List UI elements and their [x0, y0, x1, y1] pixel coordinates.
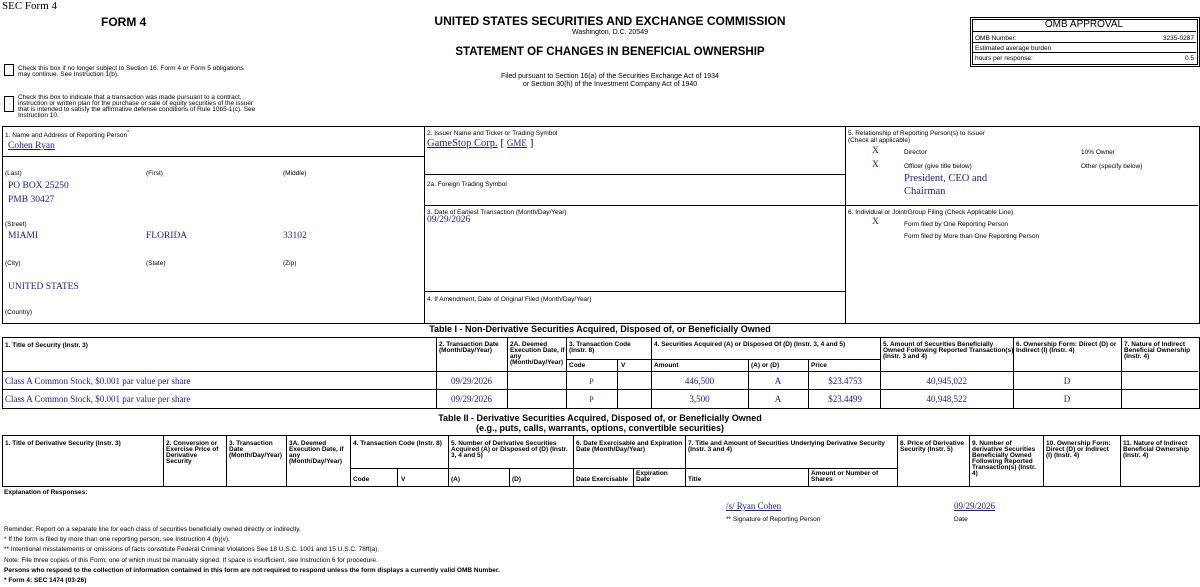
t1-r2-title: Class A Common Stock, $0.001 par value per share: [5, 394, 191, 404]
country-value: UNITED STATES: [8, 282, 79, 292]
omb-burden-value: 0.5: [1184, 55, 1194, 62]
officer-mark[interactable]: X: [872, 160, 879, 170]
no-longer-subject-checkbox[interactable]: [4, 64, 14, 76]
zip-label: (Zip): [283, 260, 297, 267]
t2-h3-1: 3. Transaction: [229, 440, 273, 447]
omb-burden-label-1: Estimated average burden: [975, 45, 1052, 52]
agency-city: Washington, D.C. 20549: [571, 29, 648, 36]
t2-h1: 1. Title of Derivative Security (Instr. 3): [5, 440, 121, 447]
signature-date-label: Date: [954, 516, 968, 523]
t2-h8-1: 8. Price of Derivative: [900, 440, 964, 447]
t1-sub-v: V: [621, 362, 626, 369]
t1-r2-owned: 40,948,522: [926, 394, 967, 404]
officer-title-1: President, CEO and: [904, 173, 988, 184]
t2-sub-amt-2: Shares: [811, 476, 833, 483]
t1-r1-aord: A: [774, 376, 782, 386]
box1-label: 1. Name and Address of Reporting Person*: [5, 130, 130, 140]
t2-h11-2: Beneficial Ownership: [1123, 446, 1190, 453]
table1-title: Table I - Non-Derivative Securities Acquired, Disposed of, or Beneficially Owned: [429, 324, 771, 334]
form-title: FORM 4: [101, 15, 147, 29]
agency-title: UNITED STATES SECURITIES AND EXCHANGE COMMISSION: [434, 14, 786, 28]
last-label: (Last): [5, 170, 22, 177]
t2-h9-3: Beneficially Owned: [972, 452, 1032, 459]
officer-label: Officer (give title below): [904, 163, 972, 170]
t1-h2-2: (Month/Day/Year): [439, 347, 493, 354]
t2-h6-2: Date (Month/Day/Year): [576, 446, 645, 453]
issuer-ticker: [427, 137, 533, 149]
footer-reminder: Reminder: Report on a separate line for each class of securities beneficially owned directly or indirectly.: [4, 526, 301, 533]
ticker-symbol[interactable]: GME: [506, 138, 527, 148]
filed-pursuant-2: or Section 30(h) of the Investment Company Act of 1940: [522, 81, 698, 88]
t1-h6-2: Indirect (I) (Instr. 4): [1016, 347, 1075, 354]
city-value: MIAMI: [8, 231, 39, 241]
t1-h7-3: (Instr. 4): [1124, 353, 1150, 360]
t1-h7-2: Beneficial Ownership: [1124, 347, 1191, 354]
first-label: (First): [146, 170, 163, 177]
t2-h5-3: 3, 4 and 5): [451, 452, 483, 459]
t1-h5-1: 5. Amount of Securities Beneficially: [883, 341, 994, 348]
omb-number-label: OMB Number:: [975, 35, 1017, 42]
table2-title-1: Table II - Derivative Securities Acquired, Disposed of, or Beneficially Owned: [438, 413, 762, 423]
t1-r2-date: 09/29/2026: [450, 394, 492, 404]
t1-r1-amount: 446,500: [684, 376, 715, 386]
t1-r1-price: $23.4753: [828, 376, 862, 386]
t1-h5-2: Owned Following Reported Transaction(s): [883, 347, 1014, 354]
reporting-person-name[interactable]: Cohen Ryan: [8, 141, 55, 151]
zip-value: 33102: [283, 231, 307, 241]
address-line-2: PMB 30427: [8, 195, 55, 205]
t2-h10-1: 10. Ownership Form:: [1046, 440, 1111, 447]
earliest-transaction-date: 09/29/2026: [427, 215, 471, 225]
t1-r1-form: D: [1063, 376, 1071, 386]
officer-title-2: Chairman: [904, 186, 946, 197]
t2-h9-1: 9. Number of: [972, 440, 1012, 447]
t1-r1-title: Class A Common Stock, $0.001 par value per share: [5, 376, 191, 386]
omb-title: OMB APPROVAL: [1044, 19, 1124, 30]
box2-label: 2. Issuer Name and Ticker or Trading Symbol: [427, 130, 558, 137]
t2-sub-exp-2: Date: [636, 476, 651, 483]
t2-h3-2: Date: [229, 446, 244, 453]
check2-text-4: Instruction 10.: [18, 112, 59, 119]
box6-label: 6. Individual or Joint/Group Filing (Check Applicable Line): [848, 209, 1014, 216]
check2-text-1: Check this box to indicate that a transaction was made pursuant to a contract,: [18, 94, 242, 101]
check1-text-2: may continue. See Instruction 1(b).: [18, 71, 119, 78]
box3-label: 3. Date of Earliest Transaction (Month/Day/Year): [427, 209, 567, 216]
t2-h3-3: (Month/Day/Year): [229, 452, 283, 459]
t2-h5-2: Acquired (A) or Disposed of (D) (Instr.: [451, 446, 568, 453]
rule-10b5-1-checkbox[interactable]: [4, 96, 14, 112]
t2-h5-1: 5. Number of Derivative Securities: [451, 440, 557, 447]
t2-h3a-4: (Month/Day/Year): [289, 458, 343, 465]
t2-h3a-2: Execution Date, if: [289, 446, 344, 453]
omb-burden-label-2: hours per response:: [975, 55, 1033, 62]
box2a-label: 2a. Foreign Trading Symbol: [427, 181, 507, 188]
footer-note1: * If the form is filed by more than one reporting person, see Instruction 4 (b)(v).: [4, 536, 230, 543]
box5-label-1: 5. Relationship of Reporting Person(s) to Issuer: [848, 130, 985, 137]
state-label: (State): [146, 260, 166, 267]
footer-note2: ** Intentional misstatements or omissions of facts constitute Federal Criminal Violations See 18 U.S.C. 1001 and 15 U.S.C. 78ff(a).: [4, 546, 380, 553]
t2-h9-2: derivative Securities: [972, 446, 1036, 453]
t2-h6-1: 6. Date Exercisable and Expiration: [576, 440, 683, 447]
t1-r2-aord: A: [774, 394, 782, 404]
omb-number: 3235-0287: [1162, 35, 1194, 42]
one-reporting-person-mark[interactable]: X: [872, 217, 879, 227]
t1-r1-date: 09/29/2026: [450, 376, 492, 386]
t2-h2-2: Exercise Price of: [166, 446, 219, 453]
t1-h2-1: 2. Transaction Date: [439, 341, 499, 348]
check2-text-3: that is intended to satisfy the affirmative defense conditions of Rule 10b5-1(c). See: [18, 106, 256, 113]
filed-pursuant-1: Filed pursuant to Section 16(a) of the Securities Exchange Act of 1934: [501, 73, 719, 80]
footer-note3: Note: File three copies of this Form, one of which must be manually signed. If space is insufficient, see Instruction 6 for procedure.: [4, 557, 378, 564]
t2-sub-amt-1: Amount or Number of: [811, 470, 879, 477]
t2-h7-1: 7. Title and Amount of Securities Underlying Derivative Security: [688, 440, 885, 447]
t1-sub-code: Code: [569, 362, 586, 369]
signature-name[interactable]: /s/ Ryan Cohen: [726, 501, 782, 511]
state-value: FLORIDA: [146, 231, 188, 241]
t1-r2-amount: 3,500: [689, 394, 710, 404]
footer-sec: * Form 4: SEC 1474 (03-26): [4, 577, 87, 584]
t1-h3-1: 3. Transaction Code: [569, 341, 631, 348]
t1-sub-price: Price: [811, 362, 827, 369]
t2-sub-d: (D): [512, 476, 522, 483]
t1-h2a-3: any: [510, 353, 522, 360]
t2-sub-title: Title: [688, 476, 702, 483]
t2-sub-a: (A): [451, 476, 461, 483]
t2-sub-exercisable: Date Exercisable: [576, 476, 629, 483]
ten-percent-owner-label: 10% Owner: [1081, 149, 1115, 156]
check2-text-2: instruction or written plan for the purchase or sale of equity securities of the issuer: [18, 100, 254, 107]
t2-h7-2: (Instr. 3 and 4): [688, 446, 733, 453]
t2-h2-3: Derivative: [166, 452, 198, 459]
explanation-label: Explanation of Responses:: [4, 489, 88, 496]
director-mark[interactable]: X: [872, 146, 879, 156]
t1-h4: 4. Securities Acquired (A) or Disposed Of (D) (Instr. 3, 4 and 5): [654, 341, 846, 348]
t2-sub-v: V: [401, 476, 406, 483]
box4-label: 4. If Amendment, Date of Original Filed (Month/Day/Year): [427, 296, 592, 303]
t1-sub-amount: Amount: [654, 362, 679, 369]
footer-persons: Persons who respond to the collection of information contained in this form are not required to respond unless the form displays a currently valid OMB Number.: [4, 567, 500, 574]
t2-h3a-1: 3A. Deemed: [289, 440, 327, 447]
t2-sub-exp-1: Expiration: [636, 470, 668, 477]
t2-h3a-3: any: [289, 452, 301, 459]
t2-h10-3: (I) (Instr. 4): [1046, 452, 1080, 459]
t1-sub-aord: (A) or (D): [751, 362, 780, 369]
t1-h2a-2: Execution Date, if: [510, 347, 565, 354]
check1-text-1: Check this box if no longer subject to Section 16. Form 4 or Form 5 obligations: [18, 65, 244, 72]
t1-r2-price: $23.4499: [828, 394, 862, 404]
t1-h7-1: 7. Nature of Indirect: [1124, 341, 1186, 348]
t2-h10-2: Direct (D) or Indirect: [1046, 446, 1109, 453]
t1-r2-form: D: [1063, 394, 1071, 404]
other-label: Other (specify below): [1081, 163, 1143, 170]
middle-label: (Middle): [283, 170, 307, 177]
signature-date[interactable]: 09/29/2026: [954, 501, 996, 511]
t1-h2a-1: 2A. Deemed: [510, 341, 548, 348]
page-label: SEC Form 4: [2, 0, 58, 12]
t2-sub-code: Code: [353, 476, 370, 483]
address-line-1: PO BOX 25250: [8, 181, 69, 191]
t1-h2a-4: (Month/Day/Year): [510, 359, 564, 366]
t1-h6-1: 6. Ownership Form: Direct (D) or: [1016, 341, 1117, 348]
t2-h11-1: 11. Nature of Indirect: [1123, 440, 1188, 447]
t2-h9-4: Following Reported: [972, 458, 1033, 465]
country-label: (Country): [5, 309, 33, 316]
t2-h9-5: Transaction(s) (Instr.: [972, 464, 1036, 471]
statement-title: STATEMENT OF CHANGES IN BENEFICIAL OWNERSHIP: [455, 46, 765, 58]
ticker-bracket-close: ]: [529, 138, 534, 149]
issuer-name[interactable]: GameStop Corp.: [427, 138, 498, 149]
signature-label: ** Signature of Reporting Person: [726, 516, 821, 523]
t1-r2-code: P: [589, 395, 594, 404]
t2-h2-1: 2. Conversion or: [166, 440, 218, 447]
t1-h3-2: (Instr. 8): [569, 347, 595, 354]
director-label: Director: [904, 149, 927, 156]
street-label: (Street): [5, 221, 27, 228]
t1-r1-owned: 40,945,022: [926, 376, 967, 386]
t2-h11-3: (Instr. 4): [1123, 452, 1149, 459]
t1-h1: 1. Title of Security (Instr. 3): [5, 342, 88, 349]
t2-h9-6: 4): [972, 470, 978, 477]
t2-h2-4: Security: [166, 458, 192, 465]
city-label: (City): [5, 260, 21, 267]
t2-h4: 4. Transaction Code (Instr. 8): [353, 440, 442, 447]
table2-title-2: (e.g., puts, calls, warrants, options, convertible securities): [475, 423, 725, 433]
ticker-bracket-open: [: [500, 138, 504, 149]
t1-r1-code: P: [589, 377, 594, 386]
box5-label-2: (Check all applicable): [848, 137, 911, 144]
t1-h5-3: (Instr. 3 and 4): [883, 353, 928, 360]
more-reporting-persons-label: Form filed by More than One Reporting Person: [904, 233, 1040, 240]
t2-h8-2: Security (Instr. 5): [900, 446, 953, 453]
one-reporting-person-label: Form filed by One Reporting Person: [904, 221, 1009, 228]
